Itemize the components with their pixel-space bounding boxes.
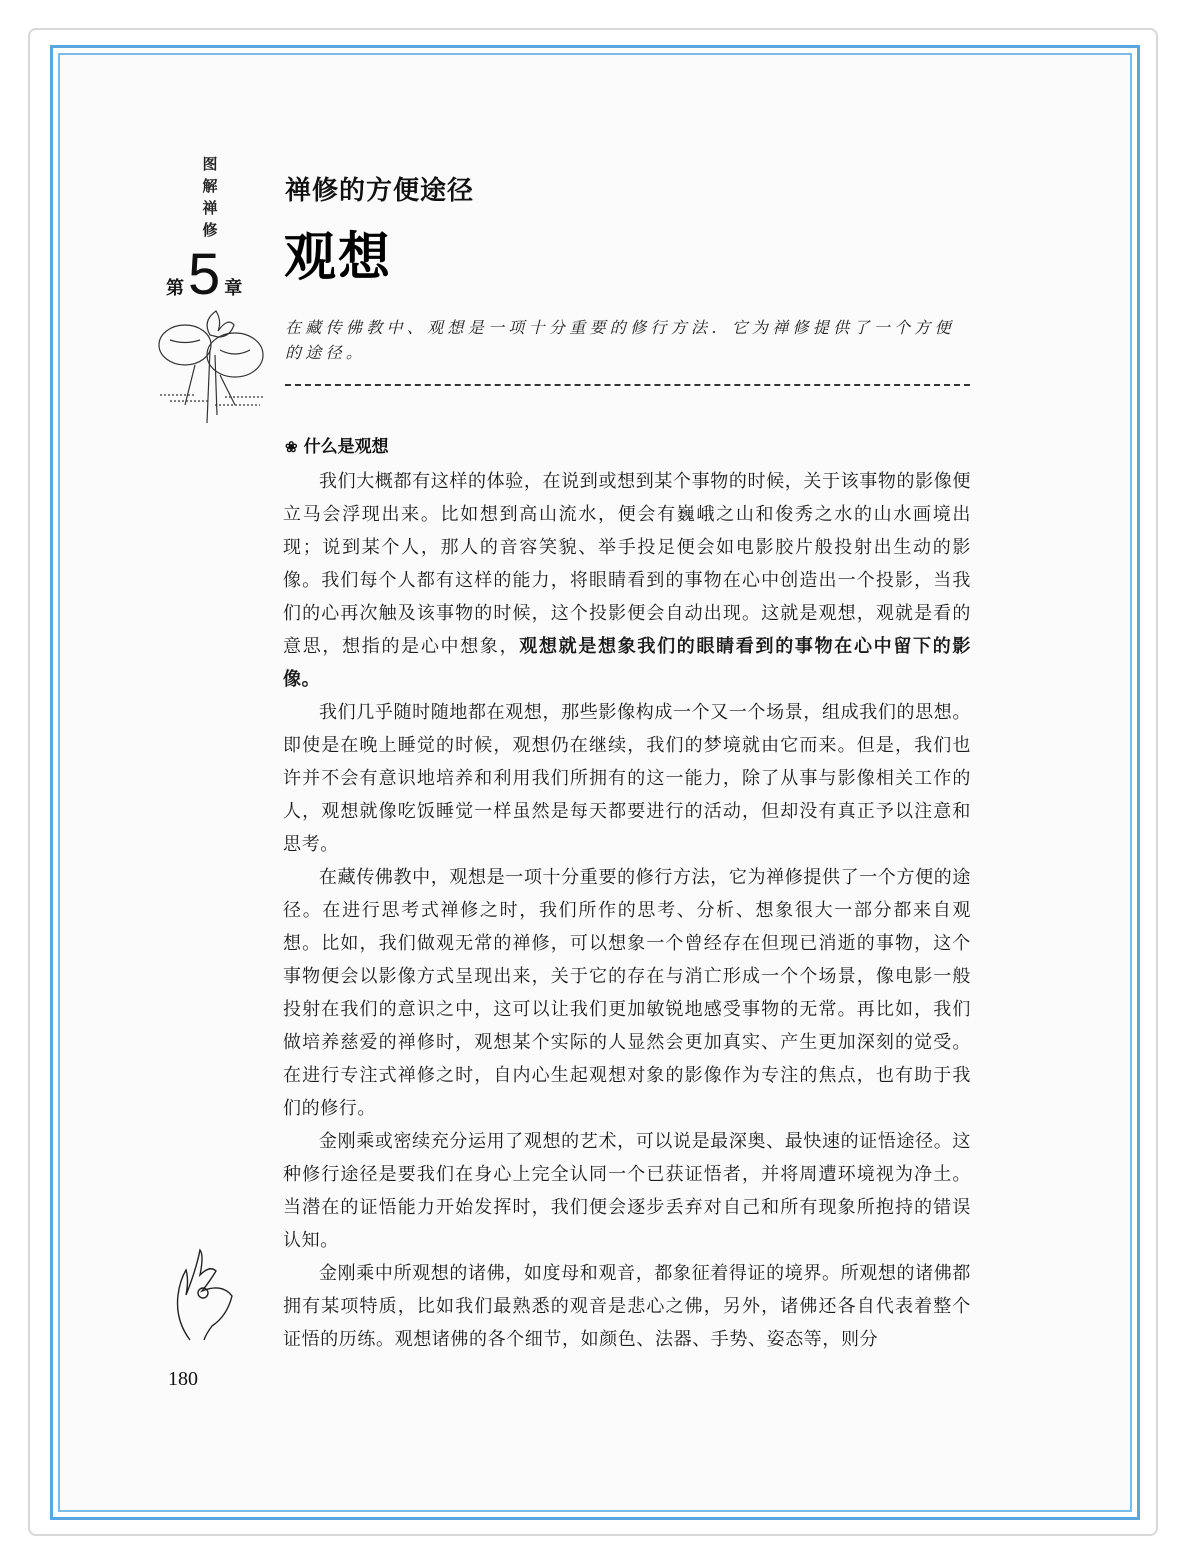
lotus-icon — [155, 305, 270, 425]
series-title-vertical — [200, 153, 220, 241]
section-heading-text: 什么是观想 — [303, 437, 389, 457]
lotus-icon: ❀ — [285, 438, 298, 456]
chapter-prefix: 第 — [166, 278, 184, 299]
chapter-label — [166, 242, 243, 307]
paragraph — [283, 465, 971, 696]
paragraph: 金刚乘中所观想的诸佛，如度母和观音，都象征着得证的境界。所观想的诸佛都拥有某项特质，比如我们最熟悉的观音是悲心之佛，另外，诸佛还各自代表着整个证悟的历练。观想诸佛的各个细节，如颜色、法器、手势、姿态等，则分 — [283, 1263, 971, 1350]
paragraph: 金刚乘或密续充分运用了观想的艺术，可以说是最深奥、最快速的证悟途径。这种修行途径是要我们在身心上完全认同一个已获证悟者，并将周遭环境视为净土。当潜在的证悟能力开始发挥时，我们便会逐步丢弃对自己和所有现象所抱持的错误认知。 — [283, 1131, 971, 1251]
page-number: 180 — [168, 1368, 198, 1390]
series-char: 解 — [202, 177, 218, 195]
series-char: 图 — [202, 155, 218, 173]
paragraph: 在藏传佛教中，观想是一项十分重要的修行方法，它为禅修提供了一个方便的途径。在进行思考式禅修之时，我们所作的思考、分析、想象很大一部分都来自观想。比如，我们做观无常的禅修，可以想象一个曾经存在但现已消逝的事物，这个事物便会以影像方式呈现出来，关于它的存在与消亡形成一个个场景，像电影一般投射在我们的意识之中，这可以让我们更加敏锐地感受事物的无常。再比如，我们做培养慈爱的禅修时，观想某个实际的人显然会更加真实、产生更加深刻的觉受。在进行专注式禅修之时，自内心生起观想对象的影像作为专注的焦点，也有助于我们的修行。 — [283, 867, 971, 1119]
section-subtitle: 禅修的方便途径 — [285, 176, 475, 206]
page-title: 观想 — [284, 228, 393, 288]
chapter-suffix: 章 — [224, 278, 243, 299]
series-char: 禅 — [202, 199, 218, 217]
body-text — [283, 465, 971, 1356]
paragraph-text: 我们大概都有这样的体验，在说到或想到某个事物的时候，关于该事物的影像便立马会浮现出来。比如想到高山流水，便会有巍峨之山和俊秀之水的山水画境出现；说到某个人，那人的音容笑貌、举手投足便会如电影胶片般投射出生动的影像。我们每个人都有这样的能力，将眼睛看到的事物在心中创造出一个投影，当我们的心再次触及该事物的时候，这个投影便会自动出现。这就是观想，观就是看的意思，想指的是心中想象， — [283, 471, 971, 657]
paragraph: 我们几乎随时随地都在观想，那些影像构成一个又一个场景，组成我们的思想。即使是在晚上睡觉的时候，观想仍在继续，我们的梦境就由它而来。但是，我们也许并不会有意识地培养和利用我们所拥有的这一能力，除了从事与影像相关工作的人，观想就像吃饭睡觉一样虽然是每天都要进行的活动，但却没有真正予以注意和思考。 — [283, 702, 971, 855]
emphasis-text: 观想就是想象我们的眼睛看到的事物在心中留下的影像。 — [283, 636, 971, 690]
intro-text: 在藏传佛教中、观想是一项十分重要的修行方法．它为禅修提供了一个方便的途径。 — [285, 318, 955, 362]
series-char: 修 — [202, 221, 218, 239]
section-heading — [285, 432, 389, 457]
mudra-hand-icon — [165, 1245, 240, 1345]
chapter-number: 5 — [188, 242, 221, 307]
divider — [285, 384, 970, 386]
